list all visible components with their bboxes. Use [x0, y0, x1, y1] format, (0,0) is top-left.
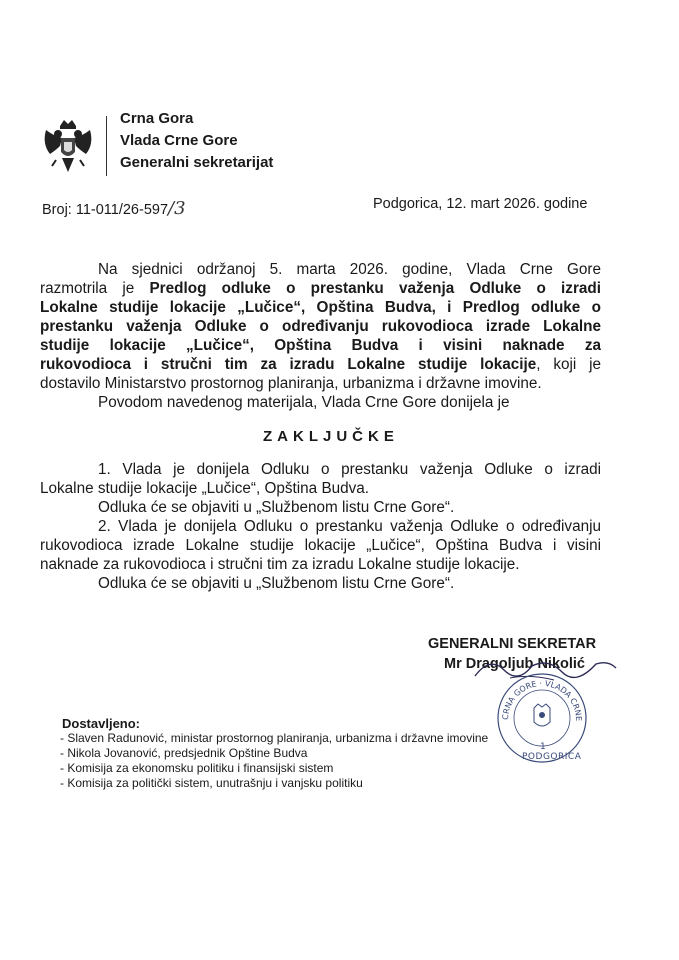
- conclusions-list: [40, 460, 601, 593]
- intro-line-8: Povodom navedenog materijala, Vlada Crne Gore donijela je: [98, 394, 510, 411]
- distribution-list: [60, 731, 520, 791]
- intro-line-2-a: razmotrila je: [40, 280, 150, 297]
- seal-city: PODGORICA: [522, 752, 582, 762]
- distribution-item: - Slaven Radunović, ministar prostornog planiranja, urbanizma i državne imovine: [60, 731, 489, 745]
- header-secretariat: Generalni sekretarijat: [120, 154, 274, 171]
- intro-line-4: prestanku važenja Odluke o određivanju rukovodioca izrade Lokalne: [40, 318, 601, 335]
- intro-line-7: dostavilo Ministarstvo prostornog planiranja, urbanizma i državne imovine.: [40, 375, 542, 392]
- conclusions-heading: ZAKLJUČKE: [263, 428, 399, 445]
- seal-ring-text: CRNA GORE · VLADA CRNE: [500, 678, 584, 722]
- intro-paragraph: [40, 260, 601, 412]
- header-government: Vlada Crne Gore: [120, 132, 238, 149]
- distribution-item: - Komisija za politički sistem, unutrašnju i vanjsku politiku: [60, 776, 363, 790]
- header-divider: [106, 116, 107, 176]
- signature-title: GENERALNI SEKRETAR: [428, 636, 597, 652]
- distribution-item: - Komisija za ekonomsku politiku i finansijski sistem: [60, 761, 334, 775]
- conclusion-2-line-2: rukovodioca izrade Lokalne studije lokacije „Lučice“, Opština Budva i visini: [40, 537, 601, 554]
- header-country: Crna Gora: [120, 110, 194, 127]
- conclusion-1-line-1: 1. Vlada je donijela Odluku o prestanku važenja Odluke o izradi: [98, 461, 601, 478]
- intro-line-3: Lokalne studije lokacije „Lučice“, Opština Budva, i Predlog odluke o: [40, 299, 601, 316]
- signature-name: Mr Dragoljub Nikolić: [444, 656, 585, 672]
- intro-line-6-a: rukovodioca i stručni tim za izradu Lokalne studije lokacije: [40, 356, 537, 373]
- conclusion-2-line-3: naknade za rukovodioca i stručni tim za izradu Lokalne studije lokacije.: [40, 556, 520, 573]
- reference-number: [42, 198, 186, 219]
- intro-line-1: Na sjednici održanoj 5. marta 2026. godine, Vlada Crne Gore: [98, 261, 601, 278]
- document-date: Podgorica, 12. mart 2026. godine: [373, 196, 588, 212]
- conclusion-1-line-2: Lokalne studije lokacije „Lučice“, Opština Budva.: [40, 480, 370, 497]
- reference-number-text: Broj: 11-011/26-597: [42, 202, 169, 218]
- seal-number: 1: [540, 742, 546, 752]
- conclusion-1-line-3: Odluka će se objaviti u „Službenom listu Crne Gore“.: [98, 499, 455, 516]
- intro-line-6: [40, 355, 601, 374]
- handwritten-suffix: /3: [168, 198, 186, 219]
- conclusion-2-line-4: Odluka će se objaviti u „Službenom listu Crne Gore“.: [98, 575, 455, 592]
- intro-line-2: [40, 279, 601, 298]
- intro-line-5: studije lokacije „Lučice“, Opština Budva i visini naknade za: [40, 337, 601, 354]
- coat-of-arms-logo: [38, 116, 98, 176]
- conclusion-2-line-1: 2. Vlada je donijela Odluku o prestanku važenja Odluke o određivanju: [98, 518, 601, 535]
- intro-line-6-b: , koji je: [536, 356, 602, 373]
- distribution-item: - Nikola Jovanović, predsjednik Opštine Budva: [60, 746, 308, 760]
- distribution-label: Dostavljeno:: [62, 716, 141, 731]
- intro-line-2-b: Predlog odluke o prestanku važenja Odluke o izradi: [149, 280, 601, 297]
